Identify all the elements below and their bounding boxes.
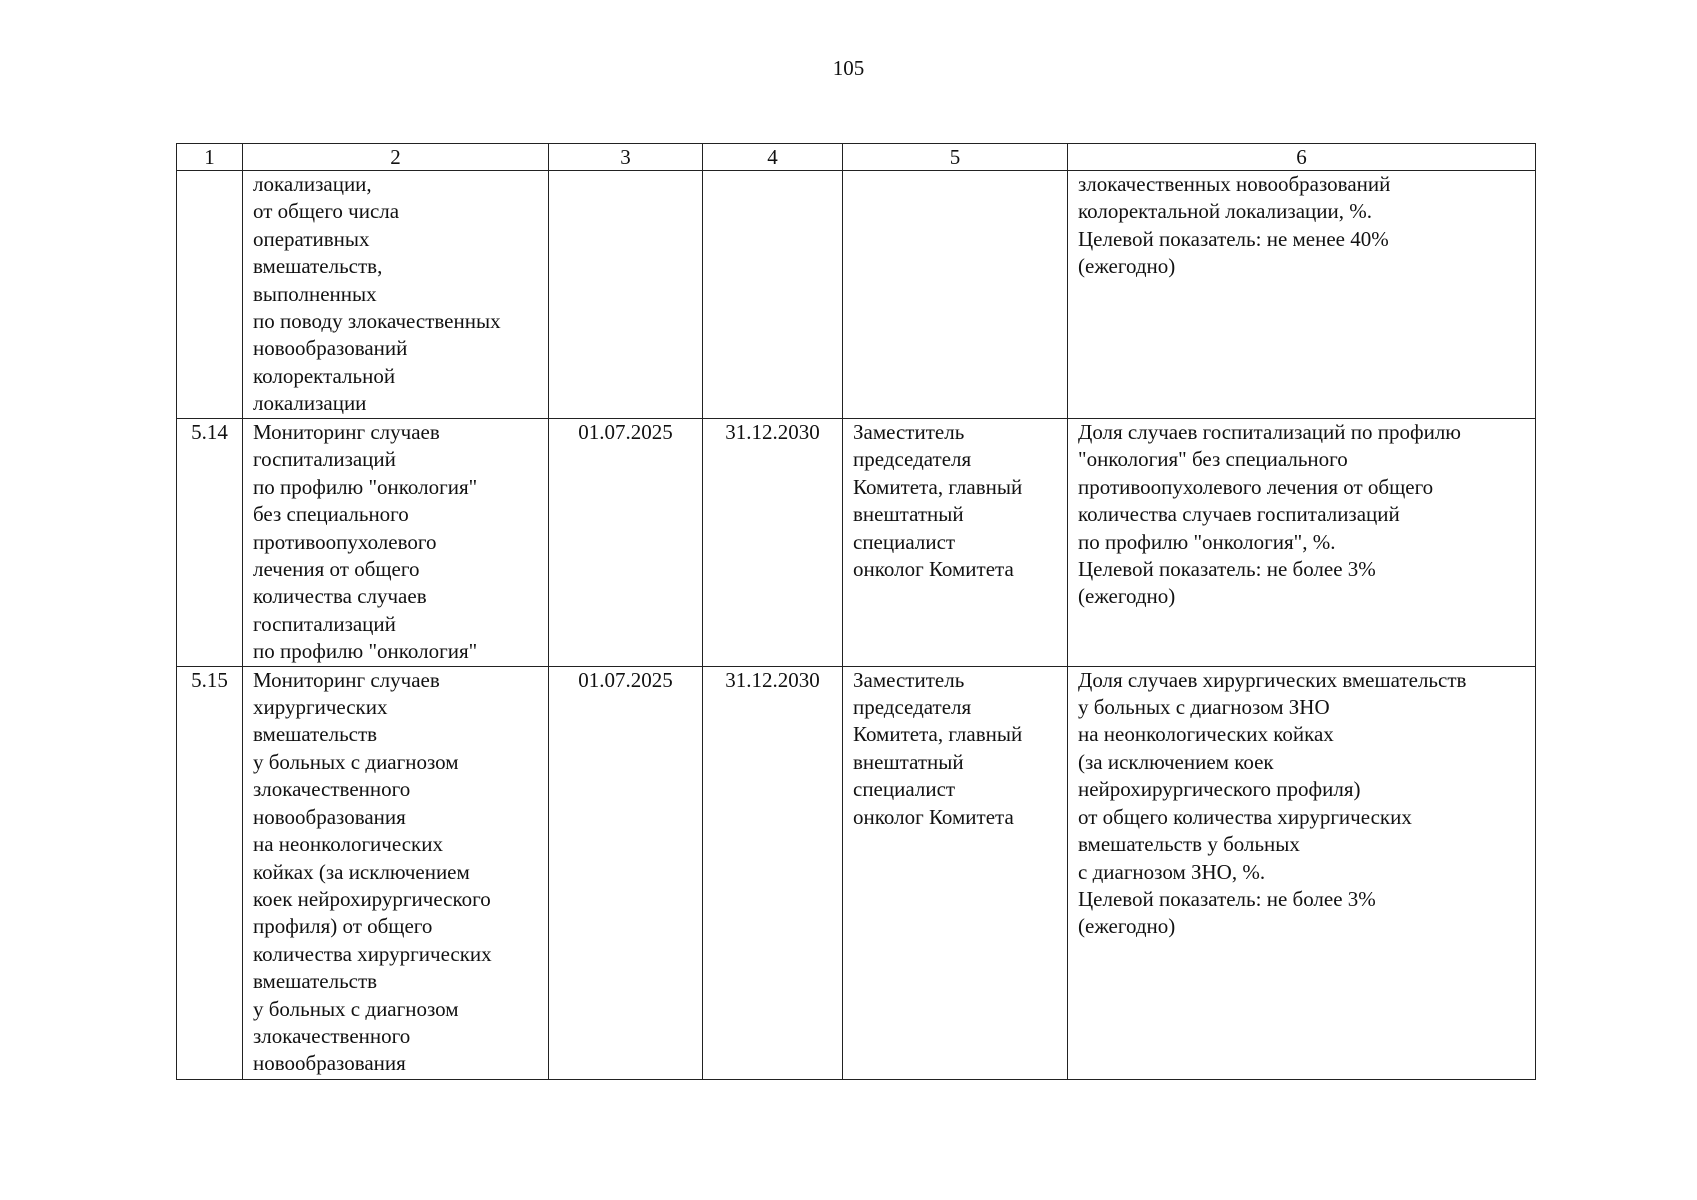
indicator-line: у больных с диагнозом ЗНО — [1078, 695, 1330, 720]
end-date-cell: 31.12.2030 — [703, 419, 843, 667]
activity-line: без специального — [253, 502, 409, 527]
activity-line: по профилю "онкология" — [253, 474, 478, 499]
start-date-cell — [549, 171, 703, 419]
activity-line: по поводу злокачественных — [253, 309, 501, 334]
indicator-line: на неонкологических койках — [1078, 722, 1334, 747]
activity-line: госпитализаций — [253, 447, 396, 472]
row-number-cell: 5.14 — [177, 419, 243, 667]
indicator-line: (ежегодно) — [1078, 914, 1176, 939]
row-number-cell: 5.15 — [177, 666, 243, 1079]
activity-line: локализации, — [253, 172, 372, 196]
activity-cell — [243, 419, 549, 667]
header-row — [177, 144, 1536, 171]
indicator-cell — [1068, 171, 1536, 419]
column-header-4: 4 — [703, 144, 843, 171]
responsible-line: специалист — [853, 529, 956, 554]
activity-line: коек нейрохирургического — [253, 886, 491, 911]
table-row-continuation — [177, 171, 1536, 419]
activity-line: у больных с диагнозом — [253, 749, 459, 774]
activity-line: новообразования — [253, 804, 406, 829]
responsible-line: онколог Комитета — [853, 804, 1014, 829]
responsible-cell — [843, 171, 1068, 419]
activity-cell — [243, 666, 549, 1079]
indicator-line: количества случаев госпитализаций — [1078, 502, 1400, 527]
activity-line: выполненных — [253, 281, 377, 306]
activity-line: злокачественного — [253, 1023, 411, 1048]
indicator-cell — [1068, 419, 1536, 667]
responsible-line: Заместитель — [853, 667, 965, 692]
activity-line: лечения от общего — [253, 557, 420, 582]
responsible-line: специалист — [853, 777, 956, 802]
activity-line: количества случаев — [253, 584, 427, 609]
indicator-line: с диагнозом ЗНО, %. — [1078, 859, 1266, 884]
responsible-line: председателя — [853, 447, 972, 472]
measures-table — [176, 143, 1536, 1080]
column-header-5: 5 — [843, 144, 1068, 171]
indicator-line: Целевой показатель: не более 3% — [1078, 886, 1376, 911]
indicator-line: (ежегодно) — [1078, 584, 1176, 609]
activity-line: вмешательств — [253, 969, 378, 994]
activity-line: профиля) от общего — [253, 914, 433, 939]
indicator-line: злокачественных новообразований — [1078, 172, 1391, 196]
responsible-cell — [843, 419, 1068, 667]
responsible-cell — [843, 666, 1068, 1079]
start-date-cell: 01.07.2025 — [549, 419, 703, 667]
column-header-6: 6 — [1068, 144, 1536, 171]
activity-line: противоопухолевого — [253, 529, 437, 554]
indicator-line: Доля случаев госпитализаций по профилю — [1078, 420, 1461, 444]
activity-line: количества хирургических — [253, 941, 492, 966]
responsible-line: Комитета, главный — [853, 722, 1023, 747]
responsible-line: председателя — [853, 695, 972, 720]
indicator-line: (за исключением коек — [1078, 749, 1274, 774]
activity-line: по профилю "онкология" — [253, 639, 478, 664]
activity-line: Мониторинг случаев — [253, 667, 440, 692]
responsible-line: внештатный — [853, 502, 964, 527]
indicator-line: (ежегодно) — [1078, 254, 1176, 279]
activity-line: колоректальной — [253, 363, 396, 388]
page-number: 105 — [832, 56, 865, 80]
column-header-2: 2 — [243, 144, 549, 171]
activity-line: злокачественного — [253, 777, 411, 802]
activity-line: новообразования — [253, 1051, 406, 1076]
indicator-line: вмешательств у больных — [1078, 832, 1300, 857]
responsible-line: внештатный — [853, 749, 964, 774]
activity-line: койках (за исключением — [253, 859, 470, 884]
indicator-line: по профилю "онкология", %. — [1078, 529, 1336, 554]
activity-line: госпитализаций — [253, 611, 396, 636]
indicator-line: Целевой показатель: не более 3% — [1078, 557, 1376, 582]
start-date-cell: 01.07.2025 — [549, 666, 703, 1079]
indicator-line: Целевой показатель: не менее 40% — [1078, 226, 1389, 251]
end-date-cell — [703, 171, 843, 419]
activity-line: у больных с диагнозом — [253, 996, 459, 1021]
row-number-cell — [177, 171, 243, 419]
activity-line: новообразований — [253, 336, 408, 361]
indicator-line: "онкология" без специального — [1078, 447, 1348, 472]
column-header-1: 1 — [177, 144, 243, 171]
indicator-line: колоректальной локализации, %. — [1078, 199, 1372, 224]
activity-cell — [243, 171, 549, 419]
activity-line: хирургических — [253, 695, 388, 720]
indicator-line: от общего количества хирургических — [1078, 804, 1412, 829]
activity-line: от общего числа — [253, 199, 400, 224]
activity-line: оперативных — [253, 226, 370, 251]
activity-line: вмешательств, — [253, 254, 383, 279]
activity-line: Мониторинг случаев — [253, 420, 440, 444]
column-header-3: 3 — [549, 144, 703, 171]
activity-line: вмешательств — [253, 722, 378, 747]
indicator-line: Доля случаев хирургических вмешательств — [1078, 667, 1467, 692]
end-date-cell: 31.12.2030 — [703, 666, 843, 1079]
activity-line: локализации — [253, 391, 367, 416]
responsible-line: Заместитель — [853, 420, 965, 444]
indicator-line: нейрохирургического профиля) — [1078, 777, 1361, 802]
indicator-line: противоопухолевого лечения от общего — [1078, 474, 1434, 499]
table-row-5-14 — [177, 419, 1536, 667]
responsible-line: Комитета, главный — [853, 474, 1023, 499]
indicator-cell — [1068, 666, 1536, 1079]
activity-line: на неонкологических — [253, 832, 443, 857]
responsible-line: онколог Комитета — [853, 557, 1014, 582]
table-row-5-15 — [177, 666, 1536, 1079]
